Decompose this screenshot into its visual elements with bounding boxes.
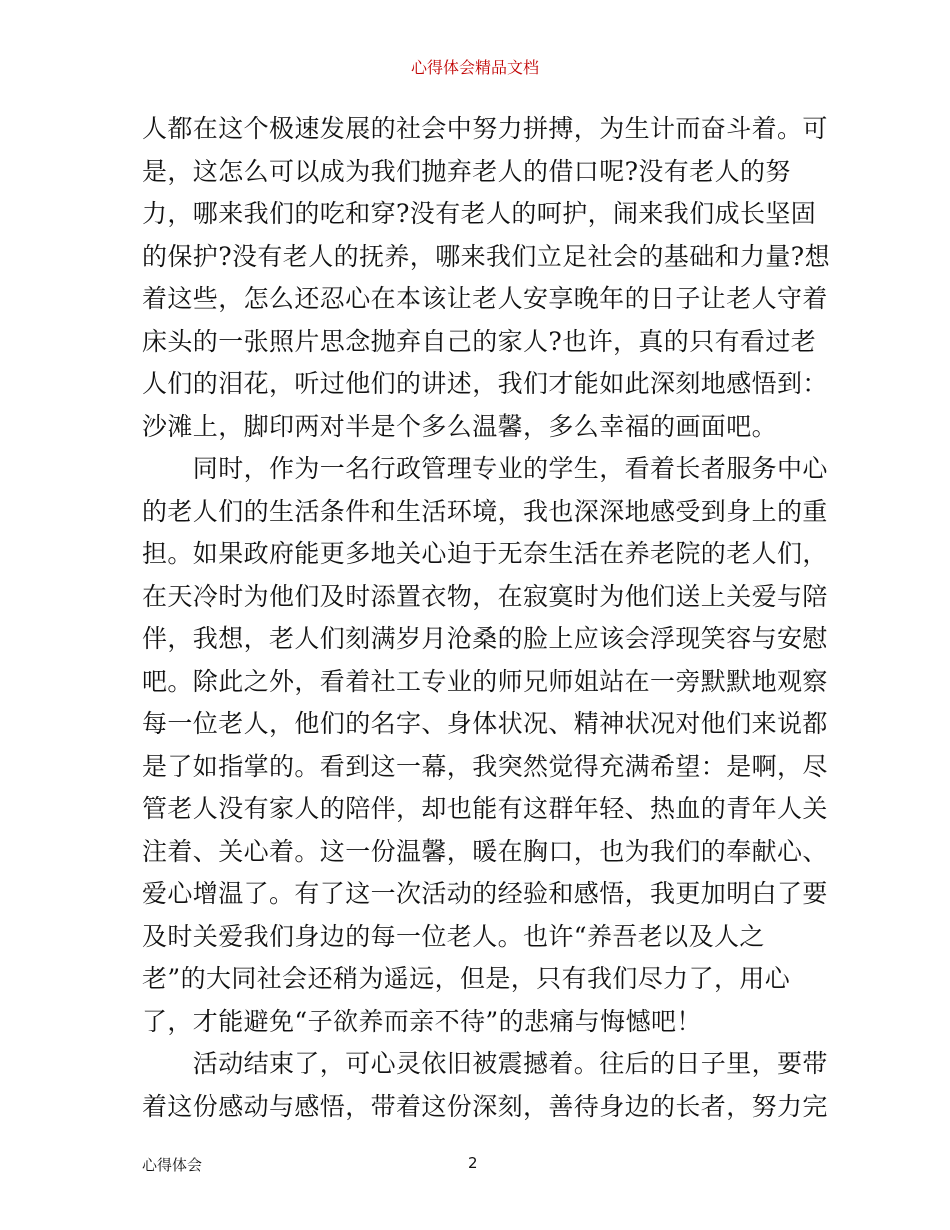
body-line: 注着、关心着。这一份温馨，暖在胸口，也为我们的奉献心、 [142,836,828,866]
body-line: 着这份感动与感悟，带着这份深刻，善待身边的长者，努力完 [142,1091,828,1121]
document-header-title: 心得体会精品文档 [410,58,539,77]
body-line: 每一位老人，他们的名字、身体状况、精神状况对他们来说都 [142,709,828,738]
body-line: 及时关爱我们身边的每一位老人。也许“养吾老以及人之 [142,921,765,951]
body-line: 了，才能避免“子欲养而亲不待”的悲痛与悔憾吧！ [142,1006,702,1036]
body-line: 的老人们的生活条件和生活环境，我也深深地感受到身上的重 [142,496,828,526]
body-line: 伴，我想，老人们刻满岁月沧桑的脸上应该会浮现笑容与安慰 [142,624,828,653]
document-body [142,108,831,1128]
footer-label: 心得体会 [142,1156,203,1174]
body-line: 活动结束了，可心灵依旧被震撼着。往后的日子里，要带 [142,1049,828,1078]
body-line: 是了如指掌的。看到这一幕，我突然觉得充满希望：是啊，尽 [142,751,828,781]
body-line: 是，这怎么可以成为我们抛弃老人的借口呢?没有老人的努 [142,156,791,186]
body-line: 在天冷时为他们及时添置衣物，在寂寞时为他们送上关爱与陪 [142,581,828,611]
body-line: 担。如果政府能更多地关心迫于无奈生活在养老院的老人们， [142,539,828,568]
body-line: 沙滩上，脚印两对半是个多么温馨，多么幸福的画面吧。 [142,411,778,441]
body-line: 老”的大同社会还稍为遥远，但是，只有我们尽力了，用心 [142,964,791,993]
body-line: 同时，作为一名行政管理专业的学生，看着长者服务中心 [142,454,828,483]
body-line: 的保护?没有老人的抚养，哪来我们立足社会的基础和力量?想 [142,241,831,271]
body-line: 人们的泪花，听过他们的讲述，我们才能如此深刻地感悟到： [142,369,828,398]
body-line: 爱心增温了。有了这一次活动的经验和感悟，我更加明白了要 [142,879,828,908]
body-line: 管老人没有家人的陪伴，却也能有这群年轻、热血的青年人关 [142,794,828,823]
body-line: 着这些，怎么还忍心在本该让老人安享晚年的日子让老人守着 [142,284,828,313]
body-line: 床头的一张照片思念抛弃自己的家人?也许，真的只有看过老 [142,326,817,356]
body-line: 力，哪来我们的吃和穿?没有老人的呵护，闹来我们成长坚固 [142,199,817,228]
body-line: 人都在这个极速发展的社会中努力拼搏，为生计而奋斗着。可 [142,114,828,143]
body-line: 吧。除此之外，看着社工专业的师兄师姐站在一旁默默地观察 [142,666,828,696]
page-number: 2 [468,1154,478,1172]
